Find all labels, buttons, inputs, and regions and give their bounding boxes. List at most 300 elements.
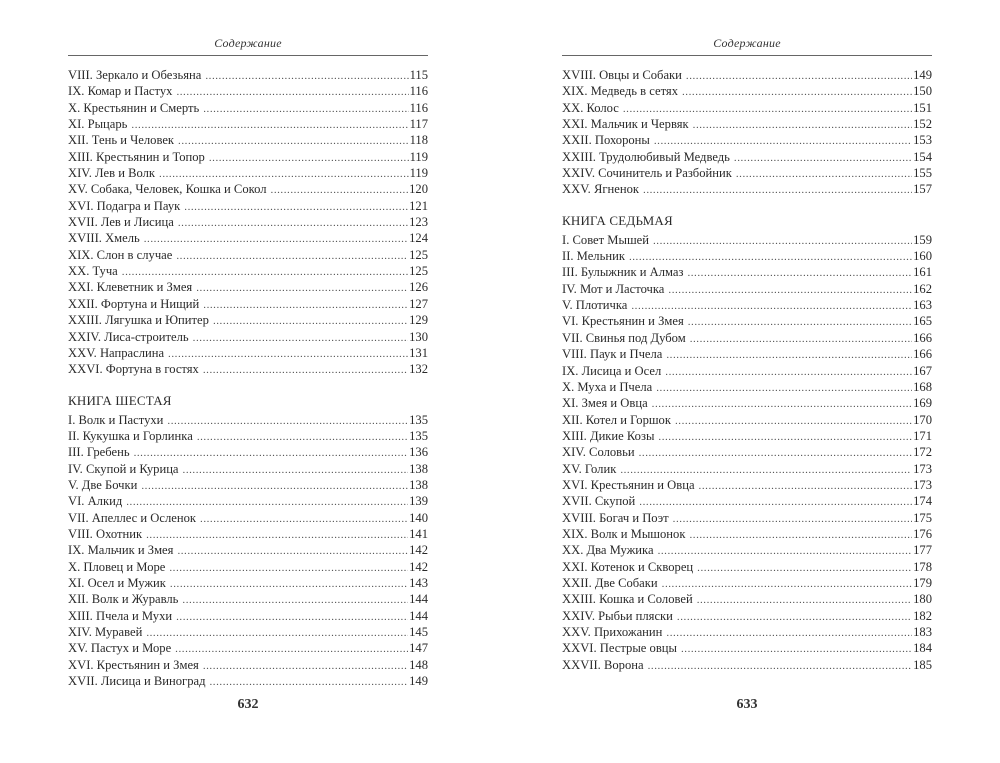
entry-title: XVIII. Овцы и Собаки [562, 68, 682, 82]
entry-title: XX. Колос [562, 100, 619, 115]
entry-page-number: 141 [409, 526, 428, 541]
entry-title: XI. Рыцарь [68, 117, 128, 132]
entry-page-number: 119 [409, 166, 428, 181]
toc-entry [68, 214, 428, 230]
entry-title: IV. Мот и Ласточка [562, 281, 665, 296]
dot-leader [146, 624, 408, 641]
entry-page-number: 135 [409, 412, 428, 427]
entry-page-number: 163 [913, 298, 932, 313]
dot-leader [673, 510, 912, 527]
entry-title: XVI. Крестьянин и Змея [68, 657, 199, 672]
toc-entry [68, 461, 428, 477]
entry-page-number: 129 [409, 313, 428, 328]
table-of-contents [562, 67, 932, 673]
entry-page-number: 154 [913, 149, 932, 164]
dot-leader [690, 330, 912, 347]
entry-page-number: 150 [913, 84, 932, 99]
toc-entry [562, 510, 932, 526]
dot-leader [629, 248, 912, 265]
running-head: Содержание [713, 36, 781, 50]
entry-page-number: 149 [913, 68, 932, 82]
dot-leader [183, 461, 409, 478]
entry-title: XVIII. Хмель [68, 231, 140, 246]
entry-title: VIII. Охотник [68, 526, 143, 541]
entry-title: VIII. Зеркало и Обезьяна [68, 68, 202, 82]
entry-page-number: 144 [409, 608, 428, 623]
toc-entry [68, 329, 428, 345]
dot-leader [648, 657, 913, 674]
entry-page-number: 120 [409, 182, 428, 197]
entry-title: XXIV. Сочинитель и Разбойник [562, 166, 732, 181]
entry-page-number: 173 [913, 477, 932, 492]
toc-entry [68, 493, 428, 509]
toc-entry [68, 575, 428, 591]
dot-leader [213, 312, 408, 329]
entry-title: II. Кукушка и Горлинка [68, 428, 193, 443]
header-rule [68, 55, 428, 56]
entry-title: XXI. Котенок и Скворец [562, 559, 694, 574]
entry-page-number: 138 [409, 477, 428, 492]
entry-title: XIII. Пчела и Мухи [68, 608, 173, 623]
toc-entry [562, 493, 932, 509]
toc-entry [68, 116, 428, 132]
entry-title: XXV. Прихожанин [562, 625, 663, 639]
dot-leader [697, 559, 912, 576]
entry-title: XIV. Соловьи [562, 445, 635, 460]
toc-entry [68, 312, 428, 328]
dot-leader [689, 526, 912, 543]
entry-page-number: 126 [409, 280, 428, 295]
entry-title: VII. Апеллес и Осленок [68, 510, 197, 525]
dot-leader [131, 116, 408, 133]
right-page [562, 0, 932, 763]
toc-entry [68, 100, 428, 116]
entry-page-number: 177 [913, 543, 932, 558]
entry-title: XIX. Волк и Мышонок [562, 526, 686, 541]
toc-entry [562, 116, 932, 132]
entry-title: X. Муха и Пчела [562, 379, 653, 394]
toc-entry [562, 149, 932, 165]
dot-leader [658, 428, 912, 445]
dot-leader [686, 67, 912, 84]
entry-page-number: 135 [409, 428, 428, 443]
dot-leader [210, 673, 409, 690]
entry-title: XXII. Похороны [562, 133, 650, 148]
dot-leader [658, 542, 913, 559]
entry-page-number: 131 [409, 345, 428, 360]
toc-entry [562, 526, 932, 542]
entry-page-number: 138 [409, 461, 428, 476]
entry-page-number: 148 [409, 657, 428, 672]
toc-entry [562, 395, 932, 411]
entry-page-number: 169 [913, 396, 932, 411]
dot-leader [736, 165, 912, 182]
dot-leader [203, 657, 408, 674]
toc-entry [68, 198, 428, 214]
entry-page-number: 132 [409, 362, 428, 377]
dot-leader [209, 149, 409, 166]
dot-leader [631, 297, 912, 314]
entry-page-number: 168 [913, 379, 932, 394]
entry-title: X. Крестьянин и Смерть [68, 100, 200, 115]
entry-title: XV. Пастух и Море [68, 641, 172, 656]
entry-title: XIX. Слон в случае [68, 247, 173, 262]
entry-title: XIV. Лев и Волк [68, 166, 156, 181]
entry-page-number: 121 [409, 198, 428, 213]
toc-entry [68, 624, 428, 640]
entry-page-number: 119 [409, 149, 428, 164]
entry-page-number: 174 [913, 494, 932, 509]
toc-entry [68, 279, 428, 295]
entry-title: XXI. Мальчик и Червяк [562, 117, 689, 132]
entry-title: I. Волк и Пастухи [68, 412, 164, 427]
toc-entry [562, 477, 932, 493]
entry-page-number: 167 [913, 363, 932, 378]
entry-page-number: 147 [409, 641, 428, 656]
toc-entry [562, 264, 932, 280]
dot-leader [196, 279, 408, 296]
entry-page-number: 125 [409, 264, 428, 279]
toc-entry [68, 83, 428, 99]
toc-entry [68, 132, 428, 148]
entry-page-number: 185 [913, 657, 932, 672]
entry-page-number: 170 [913, 412, 932, 427]
dot-leader [203, 100, 408, 117]
dot-leader [677, 608, 912, 625]
toc-entry [562, 657, 932, 673]
dot-leader [205, 67, 408, 84]
toc-entry [562, 330, 932, 346]
table-of-contents [68, 67, 428, 689]
dot-leader [146, 526, 408, 543]
entry-page-number: 173 [913, 461, 932, 476]
dot-leader [734, 149, 912, 166]
toc-entry [68, 345, 428, 361]
header-rule [562, 55, 932, 56]
entry-page-number: 161 [913, 265, 932, 280]
dot-leader [200, 510, 408, 527]
entry-title: XXV. Ягненок [562, 182, 640, 197]
entry-title: XVIII. Богач и Поэт [562, 510, 669, 525]
dot-leader [144, 230, 408, 247]
toc-entry [68, 361, 428, 377]
entry-page-number: 183 [913, 625, 932, 639]
dot-leader [182, 591, 408, 608]
entry-title: IV. Скупой и Курица [68, 461, 179, 476]
entry-title: XIII. Дикие Козы [562, 428, 655, 443]
dot-leader [653, 232, 912, 249]
entry-title: XIII. Крестьянин и Топор [68, 149, 205, 164]
entry-page-number: 116 [409, 100, 428, 115]
entry-title: XXI. Клеветник и Змея [68, 280, 193, 295]
entry-title: XII. Волк и Журавль [68, 592, 179, 607]
toc-entry [562, 346, 932, 362]
entry-title: V. Две Бочки [68, 477, 138, 492]
page-number: 632 [237, 697, 259, 712]
entry-page-number: 184 [913, 641, 932, 656]
entry-title: X. Пловец и Море [68, 559, 166, 574]
dot-leader [167, 412, 408, 429]
running-head: Содержание [214, 36, 282, 50]
entry-page-number: 140 [409, 510, 428, 525]
entry-title: XVII. Лисица и Виноград [68, 674, 206, 689]
entry-title: XII. Тень и Человек [68, 133, 175, 148]
entry-page-number: 175 [913, 510, 932, 525]
toc-entry [68, 526, 428, 542]
entry-title: XXVI. Фортуна в гостях [68, 362, 199, 377]
entry-page-number: 152 [913, 117, 932, 132]
dot-leader [699, 477, 913, 494]
entry-page-number: 139 [409, 494, 428, 509]
toc-entry [562, 461, 932, 477]
entry-page-number: 171 [913, 428, 932, 443]
dot-leader [693, 116, 912, 133]
dot-leader [203, 296, 408, 313]
entry-title: VIII. Паук и Пчела [562, 347, 663, 362]
toc-entry [68, 477, 428, 493]
dot-leader [675, 412, 912, 429]
entry-title: XVI. Подагра и Паук [68, 198, 181, 213]
toc-entry [68, 559, 428, 575]
toc-entry [562, 428, 932, 444]
entry-title: VI. Алкид [68, 494, 123, 509]
dot-leader [271, 181, 409, 198]
entry-page-number: 151 [913, 100, 932, 115]
dot-leader [126, 493, 408, 510]
entry-page-number: 160 [913, 249, 932, 264]
entry-title: XXIV. Лиса-строитель [68, 329, 189, 344]
entry-page-number: 123 [409, 215, 428, 230]
entry-page-number: 142 [409, 559, 428, 574]
dot-leader [168, 345, 408, 362]
entry-title: XI. Змея и Овца [562, 396, 648, 411]
dot-leader [666, 624, 912, 641]
entry-title: XIV. Муравей [68, 625, 143, 639]
entry-page-number: 162 [913, 281, 932, 296]
toc-entry [562, 379, 932, 395]
entry-title: IX. Мальчик и Змея [68, 543, 174, 558]
entry-title: XXII. Две Собаки [562, 575, 658, 590]
toc-entry [68, 165, 428, 181]
dot-leader [654, 132, 912, 149]
entry-page-number: 178 [913, 559, 932, 574]
dot-leader [176, 247, 408, 264]
entry-title: VII. Свинья под Дубом [562, 330, 686, 345]
dot-leader [141, 477, 408, 494]
entry-title: XVI. Крестьянин и Овца [562, 477, 695, 492]
dot-leader [177, 542, 408, 559]
toc-entry [68, 673, 428, 689]
entry-title: III. Булыжник и Алмаз [562, 265, 684, 280]
toc-entry [68, 428, 428, 444]
entry-title: XXIII. Трудолюбивый Медведь [562, 149, 730, 164]
entry-page-number: 157 [913, 182, 932, 197]
entry-page-number: 125 [409, 247, 428, 262]
toc-entry [68, 412, 428, 428]
toc-entry [68, 67, 428, 83]
dot-leader [665, 363, 912, 380]
toc-entry [562, 67, 932, 83]
toc-entry [562, 100, 932, 116]
toc-entry [562, 181, 932, 197]
entry-title: XX. Два Мужика [562, 543, 654, 558]
dot-leader [134, 444, 409, 461]
entry-title: XV. Голик [562, 461, 617, 476]
toc-entry [68, 181, 428, 197]
left-page [68, 0, 428, 763]
toc-entry [562, 281, 932, 297]
entry-title: XXIII. Лягушка и Юпитер [68, 313, 209, 328]
entry-page-number: 145 [409, 625, 428, 639]
entry-page-number: 142 [409, 543, 428, 558]
toc-entry [562, 542, 932, 558]
dot-leader [176, 83, 408, 100]
entry-title: I. Совет Мышей [562, 232, 649, 247]
dot-leader [623, 100, 912, 117]
toc-entry [562, 165, 932, 181]
toc-entry [562, 624, 932, 640]
toc-entry [562, 297, 932, 313]
toc-entry [68, 657, 428, 673]
toc-entry [68, 608, 428, 624]
entry-title: II. Мельник [562, 249, 625, 264]
dot-leader [193, 329, 408, 346]
dot-leader [122, 263, 408, 280]
dot-leader [697, 591, 912, 608]
entry-page-number: 116 [409, 84, 428, 99]
dot-leader [197, 428, 408, 445]
toc-entry [562, 132, 932, 148]
dot-leader [681, 640, 912, 657]
toc-entry [68, 230, 428, 246]
dot-leader [175, 640, 408, 657]
dot-leader [662, 575, 912, 592]
dot-leader [639, 493, 912, 510]
dot-leader [668, 281, 912, 298]
page-number: 633 [736, 697, 758, 712]
toc-entry [562, 83, 932, 99]
dot-leader [169, 559, 408, 576]
entry-title: V. Плотичка [562, 298, 628, 313]
entry-page-number: 166 [913, 347, 932, 362]
entry-title: XXV. Напраслина [68, 345, 165, 360]
dot-leader [170, 575, 408, 592]
entry-title: IX. Комар и Пастух [68, 84, 173, 99]
toc-entry [562, 363, 932, 379]
entry-page-number: 182 [913, 608, 932, 623]
section-title: КНИГА ШЕСТАЯ [68, 392, 172, 408]
entry-page-number: 127 [409, 296, 428, 311]
toc-entry [562, 444, 932, 460]
toc-entry [562, 313, 932, 329]
dot-leader [159, 165, 409, 182]
toc-entry [562, 559, 932, 575]
entry-title: XII. Котел и Горшок [562, 412, 671, 427]
toc-entry [562, 248, 932, 264]
entry-title: XIX. Медведь в сетях [562, 84, 678, 99]
dot-leader [178, 214, 408, 231]
toc-entry [562, 575, 932, 591]
entry-page-number: 180 [913, 592, 932, 607]
toc-entry [68, 591, 428, 607]
dot-leader [203, 361, 408, 378]
toc-entry [562, 608, 932, 624]
dot-leader [176, 608, 408, 625]
entry-page-number: 144 [409, 592, 428, 607]
toc-entries-top [68, 67, 428, 378]
entry-page-number: 118 [409, 133, 428, 148]
entry-page-number: 172 [913, 445, 932, 460]
toc-entry [562, 232, 932, 248]
entry-title: III. Гребень [68, 445, 130, 460]
toc-entries-section [68, 412, 428, 690]
entry-title: XXVI. Пестрые овцы [562, 641, 677, 656]
toc-entry [68, 640, 428, 656]
entry-page-number: 165 [913, 314, 932, 329]
dot-leader [682, 83, 912, 100]
section-title: КНИГА СЕДЬМАЯ [562, 212, 673, 228]
entry-title: XVII. Лев и Лисица [68, 215, 174, 230]
entry-page-number: 153 [913, 133, 932, 148]
dot-leader [666, 346, 912, 363]
dot-leader [687, 264, 912, 281]
dot-leader [656, 379, 912, 396]
toc-entry [68, 542, 428, 558]
entry-page-number: 143 [409, 575, 428, 590]
entry-title: XI. Осел и Мужик [68, 575, 166, 590]
entry-page-number: 159 [913, 232, 932, 247]
toc-entry [68, 263, 428, 279]
entry-title: XXII. Фортуна и Нищий [68, 296, 200, 311]
entry-page-number: 149 [409, 674, 428, 689]
toc-entry [562, 640, 932, 656]
toc-entry [68, 149, 428, 165]
entry-page-number: 155 [913, 166, 932, 181]
entry-title: IX. Лисица и Осел [562, 363, 662, 378]
toc-entries-top [562, 67, 932, 198]
toc-entry [562, 591, 932, 607]
dot-leader [639, 444, 913, 461]
dot-leader [688, 313, 912, 330]
toc-entries-section [562, 232, 932, 673]
dot-leader [620, 461, 912, 478]
entry-page-number: 166 [913, 330, 932, 345]
toc-entry [68, 444, 428, 460]
toc-entry [68, 247, 428, 263]
toc-entry [562, 412, 932, 428]
entry-page-number: 176 [913, 526, 932, 541]
toc-entry [68, 296, 428, 312]
entry-title: XV. Собака, Человек, Кошка и Сокол [68, 182, 267, 197]
entry-title: XX. Туча [68, 264, 118, 279]
entry-page-number: 115 [409, 68, 428, 82]
dot-leader [178, 132, 409, 149]
entry-page-number: 124 [409, 231, 428, 246]
entry-title: XXIV. Рыбьи пляски [562, 608, 673, 623]
entry-page-number: 130 [409, 329, 428, 344]
dot-leader [184, 198, 408, 215]
dot-leader [643, 181, 912, 198]
dot-leader [652, 395, 912, 412]
entry-title: XXVII. Ворона [562, 657, 644, 672]
entry-title: XXIII. Кошка и Соловей [562, 592, 693, 607]
entry-page-number: 117 [409, 117, 428, 132]
entry-page-number: 136 [409, 445, 428, 460]
entry-page-number: 179 [913, 575, 932, 590]
entry-title: XVII. Скупой [562, 494, 636, 509]
entry-title: VI. Крестьянин и Змея [562, 314, 684, 329]
toc-entry [68, 510, 428, 526]
